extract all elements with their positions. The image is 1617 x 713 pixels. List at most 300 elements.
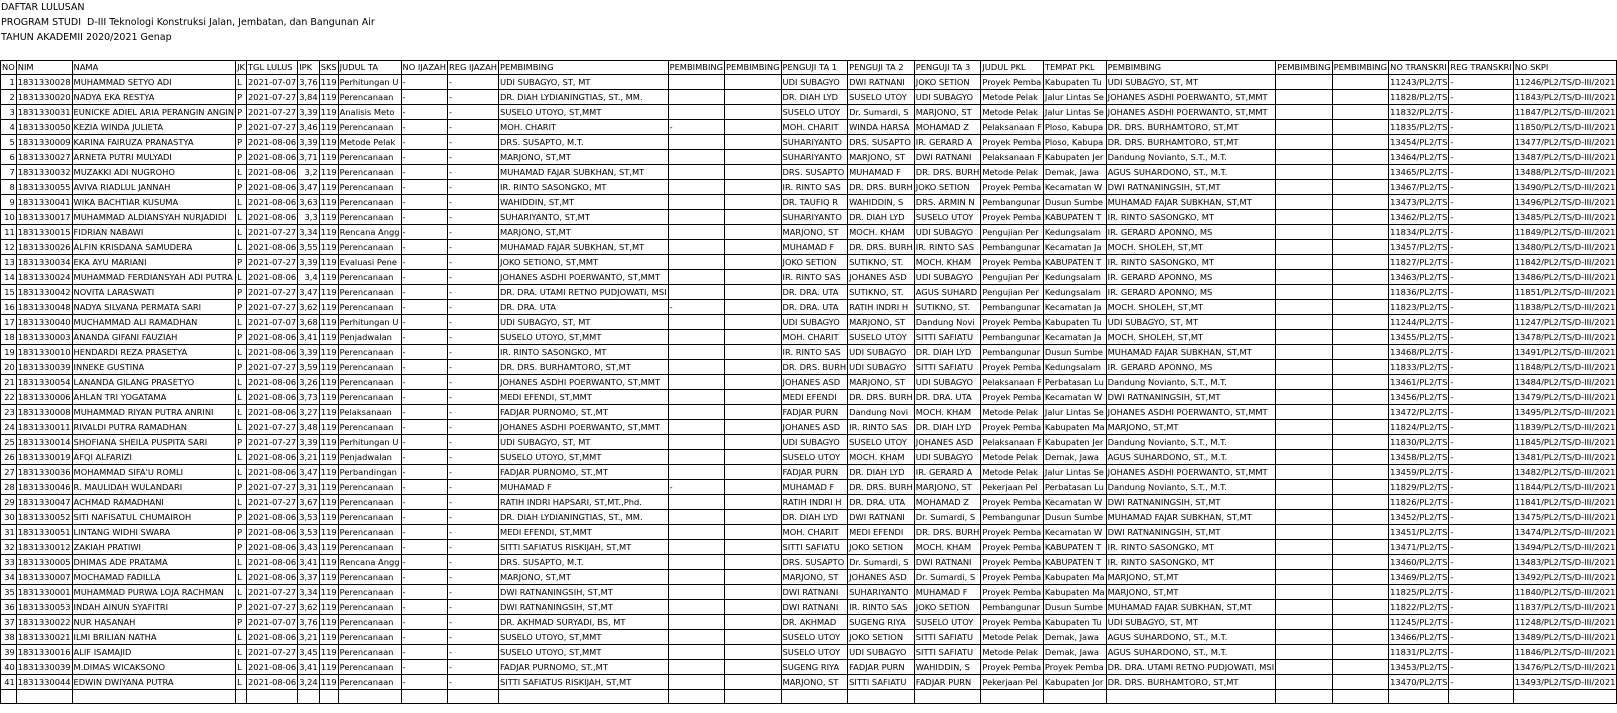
table-cell[interactable]: P bbox=[236, 150, 247, 165]
table-cell[interactable]: - bbox=[447, 585, 498, 600]
table-cell[interactable] bbox=[725, 180, 781, 195]
empty-cell[interactable] bbox=[246, 690, 297, 704]
table-cell[interactable]: UDI SUBAGYO bbox=[781, 75, 848, 90]
table-cell[interactable]: MARJONO, ST,MT bbox=[1106, 585, 1276, 600]
table-cell[interactable]: 13458/PL2/TS bbox=[1389, 450, 1449, 465]
table-cell[interactable]: HENDARDI REZA PRASETYA bbox=[72, 345, 236, 360]
table-cell[interactable]: Pekerjaan Pel bbox=[981, 675, 1044, 690]
table-cell[interactable]: 13463/PL2/TS bbox=[1389, 270, 1449, 285]
table-cell[interactable]: SUTIKNO, ST. bbox=[848, 255, 915, 270]
table-cell[interactable] bbox=[1332, 195, 1388, 210]
table-cell[interactable]: - bbox=[1449, 420, 1513, 435]
table-cell[interactable]: JOHANES ASDHI POERWANTO, ST,MMT bbox=[1106, 465, 1276, 480]
table-cell[interactable]: 3,26 bbox=[298, 375, 319, 390]
table-cell[interactable]: - bbox=[401, 465, 447, 480]
table-cell[interactable] bbox=[668, 600, 724, 615]
table-cell[interactable]: DRS. SUSAPTO, M.T. bbox=[499, 135, 669, 150]
table-cell[interactable]: DR. AKHMAD bbox=[781, 615, 848, 630]
table-cell[interactable]: - bbox=[401, 165, 447, 180]
table-cell[interactable]: 13451/PL2/TS bbox=[1389, 525, 1449, 540]
table-cell[interactable] bbox=[1332, 180, 1388, 195]
table-cell[interactable] bbox=[1332, 300, 1388, 315]
table-cell[interactable]: 3,27 bbox=[298, 405, 319, 420]
table-cell[interactable]: IR. RINTO SAS bbox=[848, 420, 915, 435]
table-cell[interactable]: Perencanaan bbox=[338, 540, 401, 555]
table-cell[interactable]: L bbox=[236, 450, 247, 465]
table-cell[interactable] bbox=[725, 315, 781, 330]
table-cell[interactable]: Kedungsalam bbox=[1043, 225, 1106, 240]
table-cell[interactable]: 7 bbox=[1, 165, 17, 180]
table-cell[interactable]: AVIVA RIADLUL JANNAH bbox=[72, 180, 236, 195]
table-cell[interactable]: P bbox=[236, 540, 247, 555]
table-cell[interactable] bbox=[1332, 615, 1388, 630]
table-cell[interactable]: - bbox=[1449, 600, 1513, 615]
table-cell[interactable]: 22 bbox=[1, 390, 17, 405]
empty-cell[interactable] bbox=[1389, 690, 1449, 704]
table-cell[interactable]: - bbox=[401, 330, 447, 345]
table-cell[interactable]: 11847/PL2/TS/D-III/2021 bbox=[1513, 105, 1617, 120]
table-cell[interactable]: 119 bbox=[319, 315, 338, 330]
table-cell[interactable]: DR. DIAH LYD bbox=[848, 210, 915, 225]
column-header[interactable]: PEMBIMBING bbox=[1276, 61, 1332, 75]
table-cell[interactable]: 13453/PL2/TS bbox=[1389, 660, 1449, 675]
table-cell[interactable]: - bbox=[447, 90, 498, 105]
table-cell[interactable]: UDI SUBAGYO, ST, MT bbox=[1106, 75, 1276, 90]
table-cell[interactable]: - bbox=[401, 300, 447, 315]
table-cell[interactable]: IR. GERARD APONNO, MS bbox=[1106, 225, 1276, 240]
table-cell[interactable]: MOCH. SHOLEH, ST,MT bbox=[1106, 330, 1276, 345]
table-cell[interactable]: - bbox=[447, 285, 498, 300]
table-cell[interactable]: Perbandingan bbox=[338, 465, 401, 480]
table-cell[interactable]: - bbox=[401, 390, 447, 405]
table-cell[interactable]: INNEKE GUSTINA bbox=[72, 360, 236, 375]
table-cell[interactable] bbox=[725, 525, 781, 540]
table-cell[interactable]: Proyek Pemba bbox=[981, 390, 1044, 405]
table-cell[interactable]: - bbox=[401, 450, 447, 465]
table-cell[interactable]: Pengujian Per bbox=[981, 285, 1044, 300]
table-cell[interactable]: 13475/PL2/TS/D-III/2021 bbox=[1513, 510, 1617, 525]
table-cell[interactable]: 2021-08-06 bbox=[246, 270, 297, 285]
table-cell[interactable]: - bbox=[1449, 630, 1513, 645]
table-cell[interactable]: - bbox=[401, 135, 447, 150]
column-header[interactable]: TGL LULUS bbox=[246, 61, 297, 75]
table-cell[interactable]: ARNETA PUTRI MULYADI bbox=[72, 150, 236, 165]
table-cell[interactable]: - bbox=[447, 150, 498, 165]
table-cell[interactable]: 1831330054 bbox=[16, 375, 72, 390]
table-cell[interactable] bbox=[725, 225, 781, 240]
table-cell[interactable]: 2021-08-06 bbox=[246, 195, 297, 210]
table-cell[interactable] bbox=[668, 615, 724, 630]
table-cell[interactable]: 2021-08-06 bbox=[246, 240, 297, 255]
column-header[interactable]: PENGUJI TA 3 bbox=[914, 61, 981, 75]
table-cell[interactable]: Metode Pelak bbox=[338, 135, 401, 150]
table-cell[interactable]: - bbox=[1449, 300, 1513, 315]
table-cell[interactable]: Proyek Pemba bbox=[981, 420, 1044, 435]
table-cell[interactable]: 11848/PL2/TS/D-III/2021 bbox=[1513, 360, 1617, 375]
table-cell[interactable]: - bbox=[447, 315, 498, 330]
table-cell[interactable]: 13492/PL2/TS/D-III/2021 bbox=[1513, 570, 1617, 585]
table-cell[interactable]: MARJONO, ST bbox=[848, 315, 915, 330]
table-cell[interactable]: 13461/PL2/TS bbox=[1389, 375, 1449, 390]
table-cell[interactable] bbox=[668, 390, 724, 405]
table-cell[interactable] bbox=[668, 195, 724, 210]
table-cell[interactable]: - bbox=[447, 420, 498, 435]
table-cell[interactable] bbox=[725, 345, 781, 360]
table-cell[interactable]: MOCH. SHOLEH, ST,MT bbox=[1106, 240, 1276, 255]
table-cell[interactable] bbox=[725, 420, 781, 435]
table-cell[interactable]: MARJONO, ST bbox=[848, 150, 915, 165]
table-cell[interactable] bbox=[1332, 585, 1388, 600]
table-cell[interactable]: 3,21 bbox=[298, 450, 319, 465]
table-cell[interactable]: 2021-07-27 bbox=[246, 495, 297, 510]
table-cell[interactable]: - bbox=[447, 600, 498, 615]
table-cell[interactable]: - bbox=[447, 270, 498, 285]
table-cell[interactable]: - bbox=[1449, 390, 1513, 405]
table-cell[interactable]: MUHAMAD FAJAR SUBKHAN, ST,MT bbox=[1106, 195, 1276, 210]
table-cell[interactable]: L bbox=[236, 405, 247, 420]
table-cell[interactable]: 11834/PL2/TS bbox=[1389, 225, 1449, 240]
table-cell[interactable]: 3,46 bbox=[298, 120, 319, 135]
table-cell[interactable] bbox=[668, 495, 724, 510]
table-cell[interactable]: 23 bbox=[1, 405, 17, 420]
table-cell[interactable] bbox=[1276, 120, 1332, 135]
table-cell[interactable]: JOHANES ASDHI POERWANTO, ST,MMT bbox=[499, 270, 669, 285]
table-cell[interactable] bbox=[1276, 600, 1332, 615]
table-cell[interactable]: IR. RINTO SAS bbox=[781, 270, 848, 285]
table-cell[interactable]: 25 bbox=[1, 435, 17, 450]
table-cell[interactable]: MUHAMAD FAJAR SUBKHAN, ST,MT bbox=[1106, 345, 1276, 360]
table-cell[interactable]: 11243/PL2/TS bbox=[1389, 75, 1449, 90]
table-cell[interactable]: - bbox=[401, 510, 447, 525]
table-cell[interactable]: Perencanaan bbox=[338, 180, 401, 195]
table-cell[interactable]: 13472/PL2/TS bbox=[1389, 405, 1449, 420]
table-cell[interactable] bbox=[1332, 210, 1388, 225]
table-cell[interactable]: 3,53 bbox=[298, 525, 319, 540]
table-cell[interactable]: 13452/PL2/TS bbox=[1389, 510, 1449, 525]
table-cell[interactable]: 3,4 bbox=[298, 270, 319, 285]
table-cell[interactable]: 119 bbox=[319, 675, 338, 690]
empty-cell[interactable] bbox=[1513, 690, 1617, 704]
table-cell[interactable] bbox=[1332, 675, 1388, 690]
column-header[interactable]: TEMPAT PKL bbox=[1043, 61, 1106, 75]
table-cell[interactable]: - bbox=[447, 210, 498, 225]
table-cell[interactable]: Jalur Lintas Se bbox=[1043, 105, 1106, 120]
table-cell[interactable]: L bbox=[236, 570, 247, 585]
table-cell[interactable]: 3,67 bbox=[298, 495, 319, 510]
table-cell[interactable]: ILMI BRILIAN NATHA bbox=[72, 630, 236, 645]
table-cell[interactable] bbox=[725, 495, 781, 510]
table-cell[interactable]: 11842/PL2/TS/D-III/2021 bbox=[1513, 255, 1617, 270]
table-cell[interactable]: 1831330009 bbox=[16, 135, 72, 150]
table-cell[interactable] bbox=[1332, 240, 1388, 255]
table-cell[interactable]: 13495/PL2/TS/D-III/2021 bbox=[1513, 405, 1617, 420]
table-cell[interactable]: 2021-08-06 bbox=[246, 465, 297, 480]
table-cell[interactable] bbox=[668, 105, 724, 120]
empty-cell[interactable] bbox=[1106, 690, 1276, 704]
table-cell[interactable]: 3,39 bbox=[298, 255, 319, 270]
table-cell[interactable]: Pembangunar bbox=[981, 240, 1044, 255]
table-cell[interactable] bbox=[1276, 210, 1332, 225]
table-cell[interactable]: Metode Pelak bbox=[981, 405, 1044, 420]
table-cell[interactable]: 3,41 bbox=[298, 660, 319, 675]
table-cell[interactable]: - bbox=[1449, 585, 1513, 600]
table-cell[interactable] bbox=[725, 480, 781, 495]
table-cell[interactable]: 13485/PL2/TS/D-III/2021 bbox=[1513, 210, 1617, 225]
table-cell[interactable]: - bbox=[1449, 345, 1513, 360]
table-cell[interactable]: - bbox=[401, 75, 447, 90]
table-cell[interactable]: 119 bbox=[319, 180, 338, 195]
table-cell[interactable] bbox=[725, 165, 781, 180]
table-cell[interactable]: 13465/PL2/TS bbox=[1389, 165, 1449, 180]
table-cell[interactable]: SUHARIYANTO bbox=[781, 150, 848, 165]
table-cell[interactable]: 2021-08-06 bbox=[246, 150, 297, 165]
table-cell[interactable]: Pelaksanaan F bbox=[981, 435, 1044, 450]
table-cell[interactable] bbox=[1276, 570, 1332, 585]
table-cell[interactable]: L bbox=[236, 225, 247, 240]
table-cell[interactable]: RATIH INDRI H bbox=[781, 495, 848, 510]
table-cell[interactable] bbox=[668, 165, 724, 180]
table-cell[interactable] bbox=[1332, 630, 1388, 645]
table-cell[interactable] bbox=[725, 255, 781, 270]
table-cell[interactable] bbox=[1332, 660, 1388, 675]
table-cell[interactable]: Evaluasi Pene bbox=[338, 255, 401, 270]
table-cell[interactable]: Jalur Lintas Se bbox=[1043, 465, 1106, 480]
table-cell[interactable]: DR. DRA. UTAMI RETNO PUDJOWATI, MSI bbox=[1106, 660, 1276, 675]
table-cell[interactable]: DR. DRS. BURHAMTORO, ST,MT bbox=[499, 360, 669, 375]
table-cell[interactable] bbox=[725, 630, 781, 645]
table-cell[interactable]: 119 bbox=[319, 555, 338, 570]
table-cell[interactable]: Perhitungan U bbox=[338, 75, 401, 90]
table-cell[interactable]: - bbox=[447, 465, 498, 480]
table-cell[interactable] bbox=[668, 315, 724, 330]
table-cell[interactable] bbox=[668, 330, 724, 345]
table-cell[interactable]: 11837/PL2/TS/D-III/2021 bbox=[1513, 600, 1617, 615]
table-cell[interactable]: MUHAMAD FAJAR SUBKHAN, ST,MT bbox=[1106, 510, 1276, 525]
table-cell[interactable]: DRS. SUSAPTO bbox=[848, 135, 915, 150]
table-cell[interactable]: DR. DIAH LYD bbox=[848, 465, 915, 480]
table-cell[interactable] bbox=[668, 510, 724, 525]
table-cell[interactable]: L bbox=[236, 165, 247, 180]
table-cell[interactable]: Kecamatan W bbox=[1043, 390, 1106, 405]
table-cell[interactable]: 119 bbox=[319, 585, 338, 600]
table-cell[interactable]: 17 bbox=[1, 315, 17, 330]
table-cell[interactable] bbox=[1332, 75, 1388, 90]
table-cell[interactable]: SUSELO UTOYO, ST,MMT bbox=[499, 450, 669, 465]
table-cell[interactable]: 11248/PL2/TS/D-III/2021 bbox=[1513, 615, 1617, 630]
table-cell[interactable]: 3,37 bbox=[298, 570, 319, 585]
table-cell[interactable]: Perencanaan bbox=[338, 660, 401, 675]
table-cell[interactable]: SITTI SAFIATU bbox=[914, 630, 981, 645]
table-cell[interactable] bbox=[1332, 435, 1388, 450]
table-cell[interactable]: MOCH. KHAM bbox=[914, 255, 981, 270]
table-cell[interactable] bbox=[725, 390, 781, 405]
table-cell[interactable]: ALIF ISAMAJID bbox=[72, 645, 236, 660]
table-cell[interactable]: - bbox=[1449, 360, 1513, 375]
empty-cell[interactable] bbox=[401, 690, 447, 704]
table-cell[interactable]: 119 bbox=[319, 120, 338, 135]
table-cell[interactable] bbox=[725, 570, 781, 585]
table-cell[interactable] bbox=[1276, 660, 1332, 675]
table-cell[interactable]: 2021-08-06 bbox=[246, 390, 297, 405]
table-cell[interactable]: MUHAMAD F bbox=[914, 585, 981, 600]
table-cell[interactable]: JOKO SETION bbox=[848, 540, 915, 555]
table-cell[interactable] bbox=[1276, 105, 1332, 120]
table-cell[interactable]: 119 bbox=[319, 255, 338, 270]
table-cell[interactable]: JOHANES ASD bbox=[914, 435, 981, 450]
table-cell[interactable]: Dr. Sumardi, S bbox=[914, 510, 981, 525]
table-cell[interactable]: - bbox=[447, 225, 498, 240]
column-header[interactable]: NO SKPI bbox=[1513, 61, 1617, 75]
table-cell[interactable]: - bbox=[447, 480, 498, 495]
table-cell[interactable]: 13460/PL2/TS bbox=[1389, 555, 1449, 570]
table-cell[interactable]: Penjadwalan bbox=[338, 330, 401, 345]
table-cell[interactable]: RATIH INDRI HAPSARI, ST,MT.,Phd. bbox=[499, 495, 669, 510]
table-cell[interactable] bbox=[725, 435, 781, 450]
table-cell[interactable]: - bbox=[447, 660, 498, 675]
table-cell[interactable] bbox=[668, 345, 724, 360]
table-cell[interactable]: SITTI SAFIATUS RISKIJAH, ST,MT bbox=[499, 540, 669, 555]
table-cell[interactable]: EDWIN DWIYANA PUTRA bbox=[72, 675, 236, 690]
table-cell[interactable]: 11827/PL2/TS bbox=[1389, 255, 1449, 270]
table-cell[interactable]: JOHANES ASDHI POERWANTO, ST,MMT bbox=[499, 375, 669, 390]
table-cell[interactable]: MOHAMAD Z bbox=[914, 495, 981, 510]
table-cell[interactable]: Dandung Novi bbox=[848, 405, 915, 420]
table-cell[interactable] bbox=[1276, 180, 1332, 195]
table-cell[interactable] bbox=[1332, 285, 1388, 300]
table-cell[interactable]: FADJAR PURN bbox=[781, 405, 848, 420]
table-cell[interactable]: NADYA SILVANA PERMATA SARI bbox=[72, 300, 236, 315]
table-cell[interactable]: L bbox=[236, 495, 247, 510]
table-cell[interactable] bbox=[725, 285, 781, 300]
table-cell[interactable] bbox=[1276, 360, 1332, 375]
table-cell[interactable]: - bbox=[1449, 195, 1513, 210]
table-cell[interactable] bbox=[1332, 90, 1388, 105]
table-cell[interactable]: L bbox=[236, 240, 247, 255]
table-cell[interactable]: UDI SUBAGYO bbox=[848, 360, 915, 375]
table-cell[interactable]: 3,68 bbox=[298, 315, 319, 330]
table-cell[interactable] bbox=[668, 465, 724, 480]
table-cell[interactable]: L bbox=[236, 315, 247, 330]
table-cell[interactable]: EUNICKE ADIEL ARIA PERANGIN ANGIN bbox=[72, 105, 236, 120]
table-cell[interactable]: P bbox=[236, 360, 247, 375]
table-cell[interactable]: JOHANES ASDHI POERWANTO, ST,MMT bbox=[499, 420, 669, 435]
table-cell[interactable] bbox=[725, 135, 781, 150]
table-cell[interactable]: - bbox=[401, 375, 447, 390]
table-cell[interactable]: L bbox=[236, 645, 247, 660]
table-cell[interactable]: 13490/PL2/TS/D-III/2021 bbox=[1513, 180, 1617, 195]
table-cell[interactable]: Proyek Pemba bbox=[981, 360, 1044, 375]
table-cell[interactable]: LINTANG WIDHI SWARA bbox=[72, 525, 236, 540]
table-cell[interactable]: 2021-08-06 bbox=[246, 540, 297, 555]
table-cell[interactable] bbox=[1332, 105, 1388, 120]
table-cell[interactable]: Kabupaten Ma bbox=[1043, 585, 1106, 600]
table-cell[interactable]: Pembangunar bbox=[981, 600, 1044, 615]
table-cell[interactable]: FADJAR PURN bbox=[914, 675, 981, 690]
table-cell[interactable]: - bbox=[401, 360, 447, 375]
table-cell[interactable]: WAHIDDIN, S bbox=[848, 195, 915, 210]
table-cell[interactable]: 3,62 bbox=[298, 600, 319, 615]
table-cell[interactable]: 13471/PL2/TS bbox=[1389, 540, 1449, 555]
table-cell[interactable] bbox=[668, 225, 724, 240]
table-cell[interactable]: Perencanaan bbox=[338, 345, 401, 360]
table-cell[interactable]: 1831330039 bbox=[16, 660, 72, 675]
table-cell[interactable]: - bbox=[1449, 555, 1513, 570]
table-cell[interactable]: - bbox=[1449, 495, 1513, 510]
table-cell[interactable]: DRS. SUSAPTO bbox=[781, 555, 848, 570]
table-cell[interactable]: MARJONO, ST bbox=[781, 675, 848, 690]
table-cell[interactable]: MUHAMMAD FERDIANSYAH ADI PUTRA bbox=[72, 270, 236, 285]
table-cell[interactable]: 1 bbox=[1, 75, 17, 90]
table-cell[interactable]: FADJAR PURNOMO, ST.,MT bbox=[499, 660, 669, 675]
table-cell[interactable] bbox=[1276, 435, 1332, 450]
table-cell[interactable]: 2021-07-07 bbox=[246, 315, 297, 330]
table-cell[interactable]: FADJAR PURN bbox=[781, 465, 848, 480]
table-cell[interactable]: EKA AYU MARIANI bbox=[72, 255, 236, 270]
table-cell[interactable]: - bbox=[668, 120, 724, 135]
table-cell[interactable]: - bbox=[1449, 135, 1513, 150]
table-cell[interactable]: DWI RATNANI bbox=[848, 75, 915, 90]
table-cell[interactable]: 2021-07-27 bbox=[246, 255, 297, 270]
table-cell[interactable]: JOKO SETION bbox=[914, 600, 981, 615]
table-cell[interactable]: 3,48 bbox=[298, 420, 319, 435]
table-cell[interactable] bbox=[1332, 375, 1388, 390]
table-cell[interactable]: - bbox=[401, 540, 447, 555]
table-cell[interactable]: Pembangunar bbox=[981, 330, 1044, 345]
table-cell[interactable]: UDI SUBAGYO bbox=[848, 645, 915, 660]
table-cell[interactable]: - bbox=[1449, 120, 1513, 135]
table-cell[interactable]: RATIH INDRI H bbox=[848, 300, 915, 315]
column-header[interactable]: REG TRANSKRI bbox=[1449, 61, 1513, 75]
table-cell[interactable]: JOHANES ASD bbox=[781, 375, 848, 390]
table-cell[interactable]: 13457/PL2/TS bbox=[1389, 240, 1449, 255]
table-cell[interactable]: 2021-07-27 bbox=[246, 90, 297, 105]
table-cell[interactable]: KABUPATEN T bbox=[1043, 540, 1106, 555]
table-cell[interactable]: 3,24 bbox=[298, 675, 319, 690]
table-cell[interactable]: - bbox=[401, 285, 447, 300]
table-cell[interactable]: RIVALDI PUTRA RAMADHAN bbox=[72, 420, 236, 435]
table-cell[interactable]: Perbatasan Lu bbox=[1043, 480, 1106, 495]
table-cell[interactable]: 2021-07-27 bbox=[246, 435, 297, 450]
table-cell[interactable] bbox=[1276, 555, 1332, 570]
table-cell[interactable] bbox=[1332, 405, 1388, 420]
table-cell[interactable]: DWI RATNANINGSIH, ST,MT bbox=[1106, 390, 1276, 405]
table-cell[interactable]: Pengujian Per bbox=[981, 270, 1044, 285]
table-cell[interactable]: DR. DRS. BURH bbox=[848, 480, 915, 495]
table-cell[interactable]: KABUPATEN T bbox=[1043, 255, 1106, 270]
table-cell[interactable] bbox=[725, 210, 781, 225]
table-cell[interactable]: SUSELO UTOYO, ST,MMT bbox=[499, 645, 669, 660]
table-cell[interactable]: SUSELO UTOY bbox=[781, 630, 848, 645]
table-cell[interactable]: SHOFIANA SHEILA PUSPITA SARI bbox=[72, 435, 236, 450]
table-cell[interactable]: Kedungsalam bbox=[1043, 360, 1106, 375]
table-cell[interactable] bbox=[725, 240, 781, 255]
table-cell[interactable]: P bbox=[236, 90, 247, 105]
table-cell[interactable]: L bbox=[236, 585, 247, 600]
table-cell[interactable]: 11245/PL2/TS bbox=[1389, 615, 1449, 630]
table-cell[interactable]: P bbox=[236, 525, 247, 540]
table-cell[interactable] bbox=[725, 75, 781, 90]
table-cell[interactable]: 4 bbox=[1, 120, 17, 135]
table-cell[interactable] bbox=[725, 660, 781, 675]
column-header[interactable]: PEMBIMBING bbox=[725, 61, 781, 75]
table-cell[interactable]: IR. RINTO SASONGKO, MT bbox=[1106, 255, 1276, 270]
table-cell[interactable]: MARJONO, ST bbox=[914, 480, 981, 495]
table-cell[interactable] bbox=[668, 540, 724, 555]
table-cell[interactable]: Pelaksanaan F bbox=[981, 120, 1044, 135]
table-cell[interactable]: Perbatasan Lu bbox=[1043, 375, 1106, 390]
table-cell[interactable]: - bbox=[447, 375, 498, 390]
table-cell[interactable] bbox=[725, 600, 781, 615]
